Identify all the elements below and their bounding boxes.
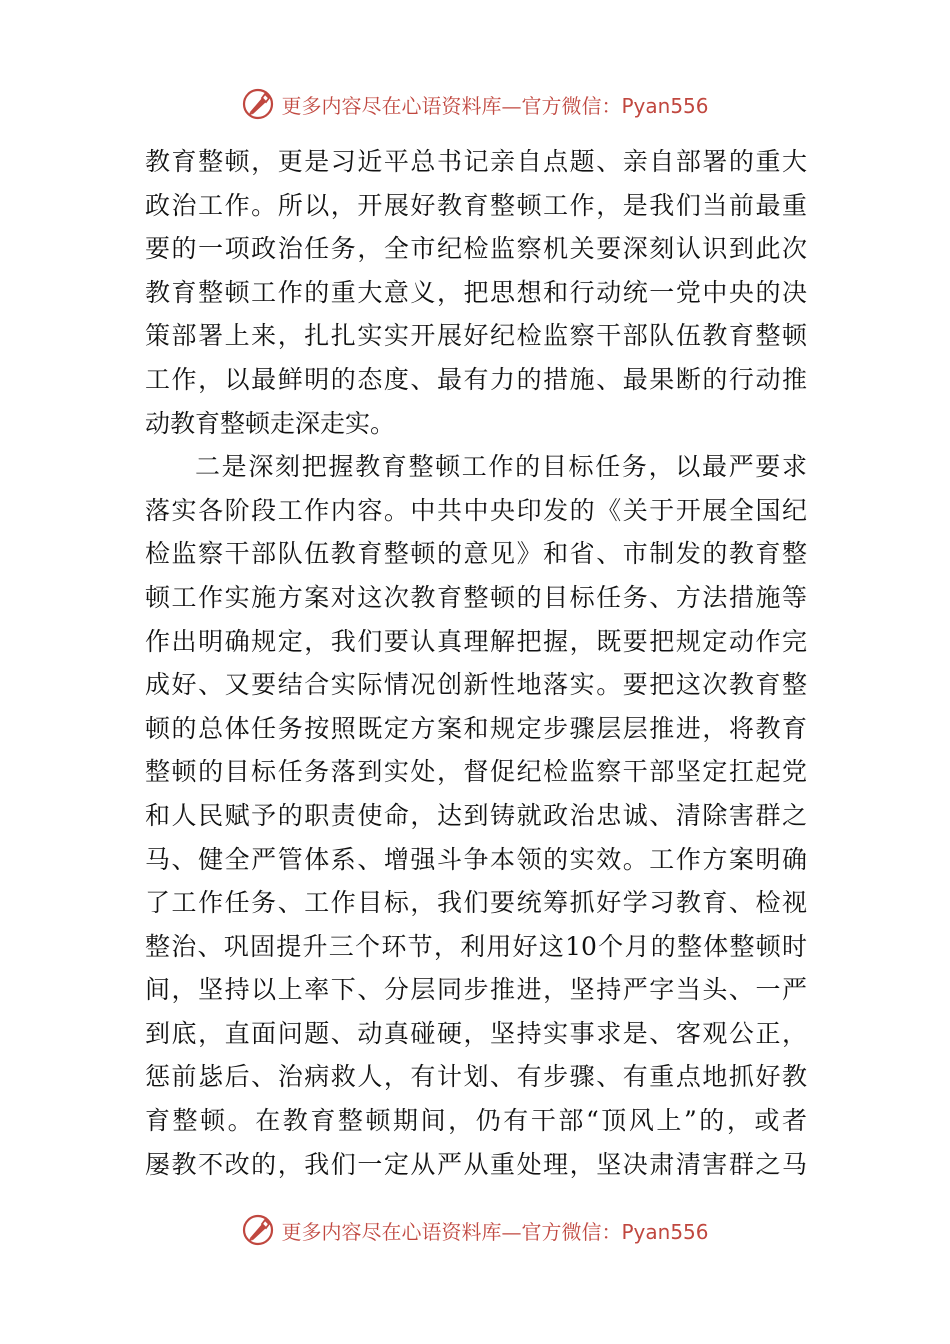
text-line: 马、健全严管体系、增强斗争本领的实效。工作方案明确 bbox=[145, 844, 807, 874]
text-line: 作出明确规定，我们要认真理解把握，既要把规定动作完 bbox=[145, 626, 807, 656]
text-line: 和人民赋予的职责使命，达到铸就政治忠诚、清除害群之 bbox=[145, 800, 807, 830]
watermark-handle: Pyan556 bbox=[621, 1219, 709, 1244]
text-line: 惩前毖后、治病救人，有计划、有步骤、有重点地抓好教 bbox=[145, 1062, 807, 1092]
watermark-text bbox=[281, 90, 708, 119]
text-line: 工作，以最鲜明的态度、最有力的措施、最果断的行动推 bbox=[145, 364, 807, 394]
footer-watermark bbox=[0, 1210, 950, 1250]
watermark-prefix: 更多内容尽在心语资料库—官方微信： bbox=[281, 1219, 622, 1244]
text-line: 了工作任务、工作目标，我们要统筹抓好学习教育、检视 bbox=[145, 888, 807, 918]
document-body bbox=[145, 140, 807, 1186]
text-line: 到底，直面问题、动真碰硬，坚持实事求是、客观公正， bbox=[145, 1018, 807, 1048]
text-line: 间，坚持以上率下、分层同步推进，坚持严字当头、一严 bbox=[145, 975, 807, 1005]
text-line: 顿工作实施方案对这次教育整顿的目标任务、方法措施等 bbox=[145, 582, 807, 612]
text-line: 成好、又要结合实际情况创新性地落实。要把这次教育整 bbox=[145, 670, 807, 700]
paragraph bbox=[145, 445, 807, 1186]
text-line: 顿的总体任务按照既定方案和规定步骤层层推进，将教育 bbox=[145, 713, 807, 743]
text-line: 屡教不改的，我们一定从严从重处理，坚决肃清害群之马 bbox=[145, 1149, 807, 1179]
text-line: 整顿的目标任务落到实处，督促纪检监察干部坚定扛起党 bbox=[145, 757, 807, 787]
pen-nib-logo-icon bbox=[241, 87, 275, 121]
text-line: 策部署上来，扎扎实实开展好纪检监察干部队伍教育整顿 bbox=[145, 321, 807, 351]
header-watermark bbox=[0, 84, 950, 124]
text-line: 要的一项政治任务，全市纪检监察机关要深刻认识到此次 bbox=[145, 234, 807, 264]
text-line: 检监察干部队伍教育整顿的意见》和省、市制发的教育整 bbox=[145, 539, 807, 569]
text-line: 教育整顿工作的重大意义，把思想和行动统一党中央的决 bbox=[145, 277, 807, 307]
text-line: 育整顿。在教育整顿期间，仍有干部“顶风上”的，或者 bbox=[145, 1106, 807, 1136]
text-line: 二是深刻把握教育整顿工作的目标任务，以最严要求 bbox=[195, 452, 807, 482]
text-line: 动教育整顿走深走实。 bbox=[145, 408, 396, 438]
watermark-prefix: 更多内容尽在心语资料库—官方微信： bbox=[281, 93, 622, 118]
watermark-text bbox=[281, 1216, 708, 1245]
paragraph bbox=[145, 140, 807, 445]
text-line: 教育整顿，更是习近平总书记亲自点题、亲自部署的重大 bbox=[145, 147, 807, 176]
text-line: 政治工作。所以，开展好教育整顿工作，是我们当前最重 bbox=[145, 190, 807, 220]
pen-nib-logo-icon bbox=[241, 1213, 275, 1247]
watermark-handle: Pyan556 bbox=[621, 93, 709, 118]
text-line: 落实各阶段工作内容。中共中央印发的《关于开展全国纪 bbox=[145, 495, 807, 525]
text-line: 整治、巩固提升三个环节，利用好这10个月的整体整顿时 bbox=[145, 931, 807, 961]
